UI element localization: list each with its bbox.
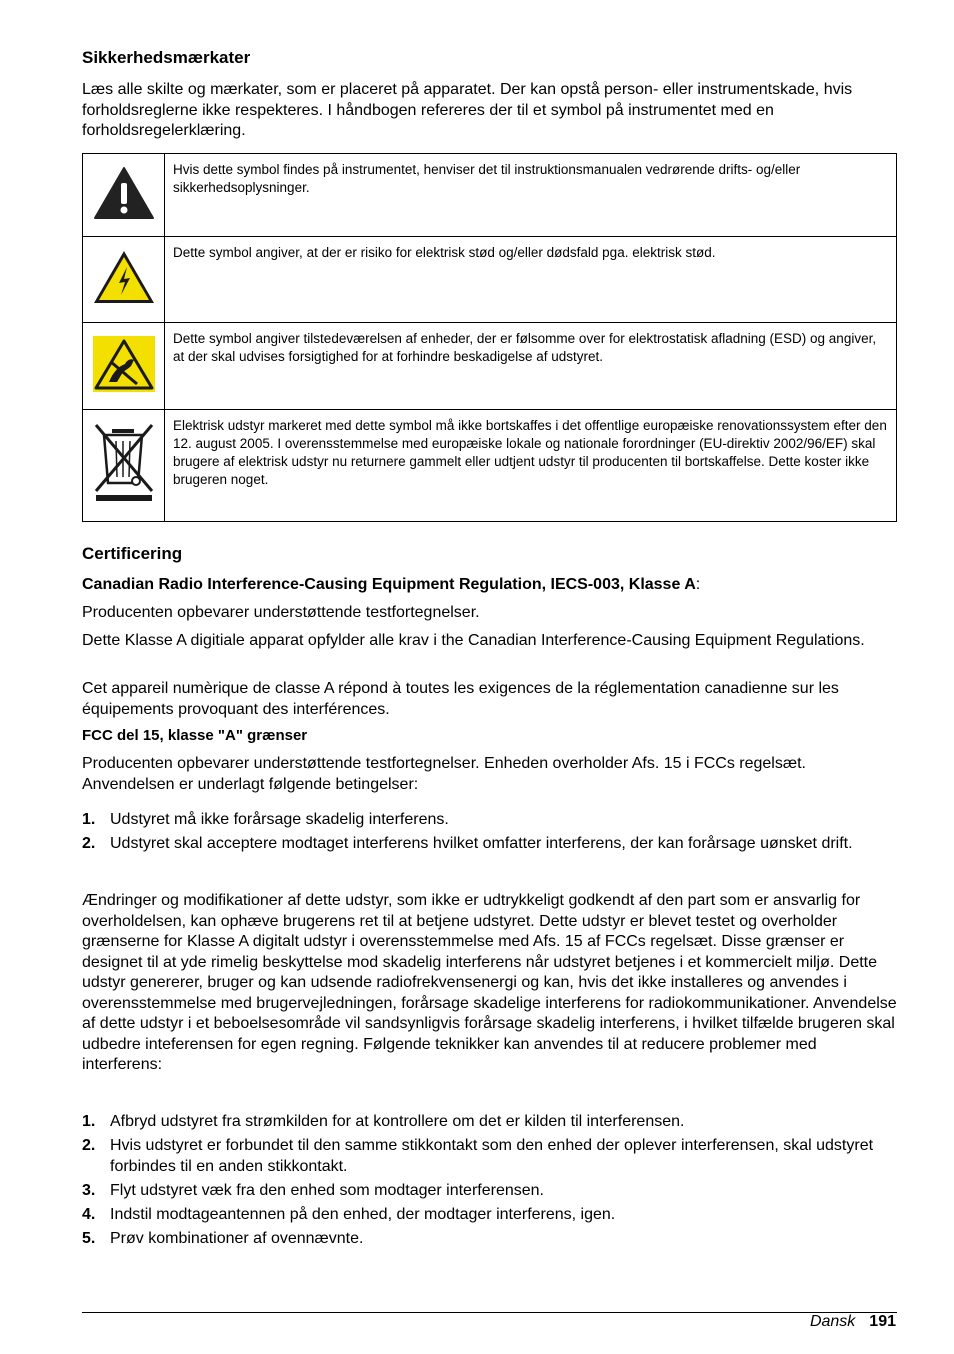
list-item: [82, 1229, 882, 1250]
list-item: [82, 810, 882, 831]
list-item: [82, 1205, 882, 1226]
symbol-row: [83, 237, 897, 323]
paragraph-fcc-records: Producenten opbevarer understøttende testfortegnelser. Enheden overholder Afs. 15 i FCCs regelsæt. Anvendelsen er underlagt følgende betingelser:: [82, 755, 806, 793]
list-number: 4.: [82, 1205, 96, 1223]
paragraph-class-a-canada: Dette Klasse A digitiale apparat opfylder alle krav i the Canadian Interference-Causing Equipment Regulations.: [82, 632, 865, 649]
paragraph-records: Producenten opbevarer understøttende testfortegnelser.: [82, 604, 480, 621]
list-number: 2.: [82, 1137, 96, 1154]
esd-icon: [83, 323, 165, 410]
footer-divider: [82, 1312, 897, 1313]
fcc-title: FCC del 15, klasse "A" grænser: [82, 727, 308, 744]
list-number: 1.: [82, 1113, 96, 1130]
page-footer: [810, 1313, 896, 1331]
page-number: 191: [869, 1313, 896, 1330]
symbol-row: [83, 410, 897, 522]
canada-title-colon: :: [695, 576, 701, 593]
fcc-conditions-list: [82, 810, 882, 858]
symbol-description: Hvis dette symbol findes på instrumentet, henviser det til instruktionsmanualen vedrørende drifts- og/eller sikkerhedsoplysninger.: [165, 154, 897, 237]
electric-shock-icon: [83, 237, 165, 323]
canada-regulation-title: [82, 576, 700, 594]
list-text: Indstil modtageantennen på den enhed, der modtager interferens, igen.: [110, 1205, 616, 1223]
list-item: [82, 834, 882, 855]
paragraph-modifications: Ændringer og modifikationer af dette udstyr, som ikke er udtrykkeligt godkendt af den part som er ansvarlig for overholdelsen, kan ophæve brugerens ret til at betjene udstyret. Dette udstyr er blevet testet og overholder grænserne for Klasse A digitalt udstyr i overensstemmelse med Afs. 15 af FCCs regelsæt. Disse grænser er designet til at yde rimelig beskyttelse mod skadelig interferens når udstyret betjenes i et kommercielt miljø. Dette udstyr genererer, bruger og kan udsende radiofrekvensenergi og kan, hvis det ikke installeres og anvendes i overensstemmelse med brugervejledningen, forårsage skadelige interferens for radiokommunikationer. Anvendelse af dette udstyr i et beboelsesområde vil sandsynligvis forårsage skadelig interferens, i hvilket tilfælde brugeren skal udbedre inteferensen for egen regning. Følgende teknikker kan anvendes til at reducere problemer med interferens:: [82, 892, 897, 1073]
list-item: [82, 1112, 882, 1133]
list-text: Hvis udstyret er forbundet til den samme stikkontakt som den enhed der oplever interferensen, skal udstyret forbindes til en anden stikkontakt.: [110, 1137, 874, 1175]
interference-techniques-list: [82, 1112, 882, 1253]
list-number: 5.: [82, 1229, 96, 1247]
paragraph-french: Cet appareil numèrique de classe A répond à toutes les exigences de la réglementation canadienne sur les équipements provoquant des interférences.: [82, 680, 839, 718]
canada-title-text: Canadian Radio Interference-Causing Equipment Regulation, IECS-003, Klasse A: [82, 576, 696, 593]
list-text: Udstyret skal acceptere modtaget interferens hvilket omfatter interferens, der kan forårsage uønsket drift.: [110, 835, 853, 852]
list-text: Afbryd udstyret fra strømkilden for at kontrollere om det er kilden til interferensen.: [110, 1113, 685, 1130]
list-text: Prøv kombinationer af ovennævnte.: [110, 1229, 364, 1247]
list-item: [82, 1136, 882, 1177]
list-number: 1.: [82, 811, 96, 828]
list-number: 2.: [82, 835, 96, 852]
footer-language: Dansk: [809, 1313, 856, 1330]
symbol-row: [83, 323, 897, 410]
warning-triangle-icon: [83, 154, 165, 237]
symbol-row: [83, 154, 897, 237]
section-heading-safety-labels: Sikkerhedsmærkater: [82, 48, 251, 67]
symbol-description: Dette symbol angiver, at der er risiko for elektrisk stød og/eller dødsfald pga. elektrisk stød.: [165, 237, 897, 323]
safety-symbol-table: [82, 153, 897, 522]
section-heading-certification: Certificering: [82, 544, 183, 563]
symbol-description: Elektrisk udstyr markeret med dette symbol må ikke bortskaffes i det offentlige europæiske renovationssystem efter den 12. august 2005. I overensstemmelse med europæiske lokale og nationale forordninger (EU-direktiv 2002/96/EF) skal brugere af elektrisk udstyr nu returnere gammelt eller udtjent udstyr til producenten til bortskaffelse. Dette koster ikke brugeren noget.: [165, 410, 897, 522]
list-text: Udstyret må ikke forårsage skadelig interferens.: [110, 811, 449, 828]
list-item: [82, 1181, 882, 1202]
safety-intro-paragraph: Læs alle skilte og mærkater, som er placeret på apparatet. Der kan opstå person- eller instrumentskade, hvis forholdsreglerne ikke respekteres. I håndbogen refereres der til et symbol på instrumentet med en forholdsregelerklæring.: [82, 81, 853, 139]
symbol-description: Dette symbol angiver tilstedeværelsen af enheder, der er følsomme over for elektrostatisk afladning (ESD) og angiver, at der skal udvises forsigtighed for at forhindre beskadigelse af udstyret.: [165, 323, 897, 410]
weee-crossed-bin-icon: [83, 410, 165, 522]
list-text: Flyt udstyret væk fra den enhed som modtager interferensen.: [110, 1181, 544, 1199]
list-number: 3.: [82, 1181, 96, 1199]
